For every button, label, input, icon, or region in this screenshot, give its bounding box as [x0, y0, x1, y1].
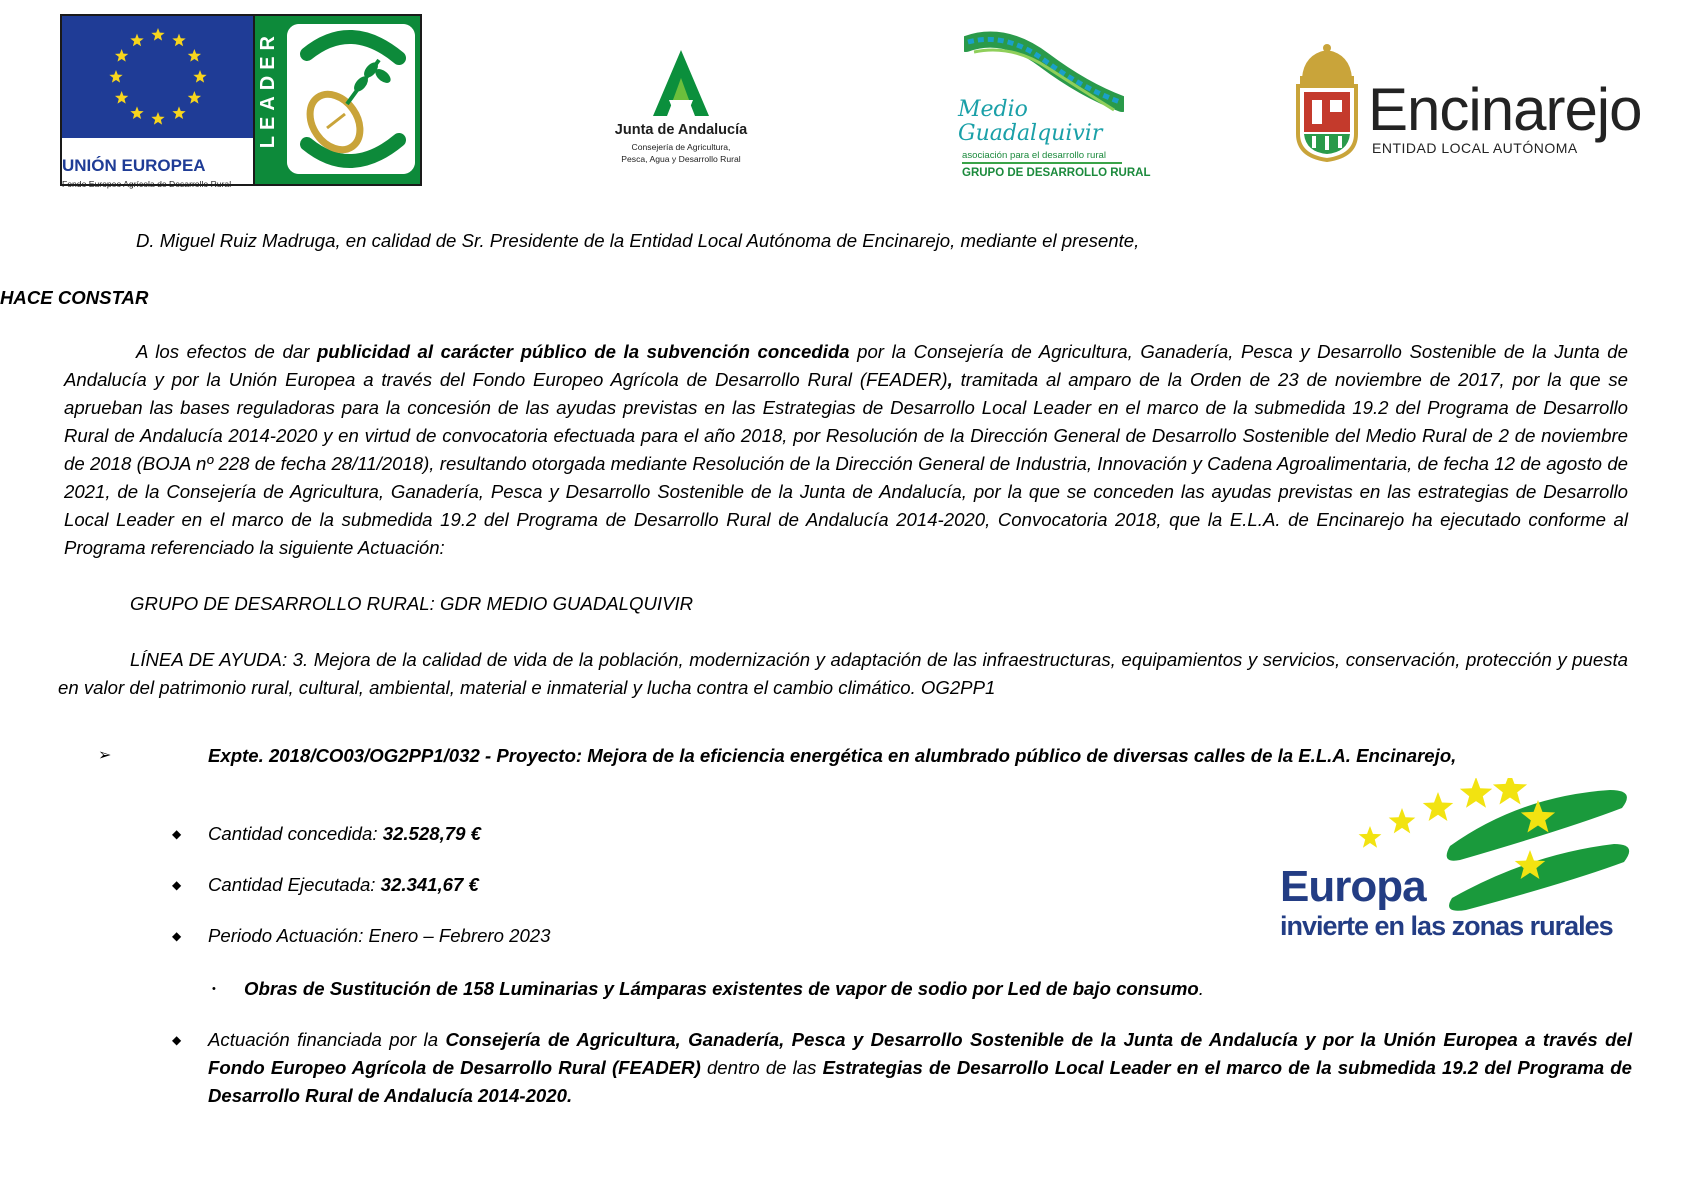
junta-andalucia-logo: [606, 48, 756, 168]
europa-star-icon: [1493, 778, 1527, 805]
obras-item: [212, 975, 1204, 1003]
leader-word: LEADER: [256, 30, 279, 149]
dot-bullet-icon: •: [212, 983, 216, 995]
main-rest: tramitada al amparo de la Orden de 23 de noviembre de 2017, por la que se aprueban las bases reguladoras para la concesión de las ayudas previstas en las Estrategias de Desarrollo Local Leader en el marco de la submedida 19.2 del Programa de Desarrollo Rural de Andalucía 2014-2020 y en virtud de convocatoria efectuada para el año 2018, por Resolución de la Dirección General de Desarrollo Sostenible del Medio Rural de 2 de noviembre de 2018 (BOJA nº 228 de fecha 28/11/2018), resultando otorgada mediante Resolución de la Dirección General de Industria, Innovación y Cadena Agroalimentaria, de fecha 12 de agosto de 2021, de la Consejería de Agricultura, Ganadería, Pesca y Desarrollo Sostenible de la Junta de Andalucía, por la que se conceden las ayudas previstas en las estrategias de Desarrollo Local Leader en el marco de la submedida 19.2 del Programa de Desarrollo Rural de Andalucía 2014-2020, Convocatoria 2018, que la E.L.A. de Encinarejo ha ejecutado conforme al Programa referenciado la siguiente Actuación:: [64, 369, 1628, 558]
obras-text: Obras de Sustitución de 158 Luminarias y Lámparas existentes de vapor de sodio por Led de bajo consumo: [244, 978, 1199, 999]
obras-end: .: [1198, 978, 1204, 999]
gdr-name-line2: Guadalquivir: [958, 121, 1103, 146]
cantidad-ejecutada: [172, 871, 479, 899]
main-pre: A los efectos de dar: [136, 341, 317, 362]
main-mid: por la Consejería de Agricultura, Ganadería, Pesca y Desarrollo Sostenible de la Junta de Andalucía y por la Unión Europea a través del Fondo Europeo Agrícola de Desarrollo Rural (FEADER): [64, 341, 1628, 390]
cantidad-ejecutada-value: 32.341,67 €: [380, 874, 479, 895]
europa-star-icon: [1389, 808, 1416, 833]
main-bold-comma: ,: [947, 369, 953, 390]
encinarejo-logo: [1290, 42, 1642, 162]
europa-invierte-logo: [1270, 778, 1640, 954]
europa-tagline: invierte en las zonas rurales: [1280, 911, 1613, 941]
financiacion-bold-entidades: Consejería de Agricultura, Ganadería, Pesca y Desarrollo Sostenible de la Junta de Andalucía y por la Unión Europea a través del Fondo Europeo Agrícola de Desarrollo Rural (FEADER): [208, 1029, 1632, 1078]
cantidad-concedida-label: Cantidad concedida:: [208, 823, 383, 844]
expediente-text: Expte. 2018/CO03/OG2PP1/032 - Proyecto: Mejora de la eficiencia energética en alumbrado público de diversas calles de la E.L.A. Encinarejo,: [208, 745, 1457, 766]
junta-subtitle-line1: Consejería de Agricultura,: [631, 142, 731, 152]
periodo-actuacion: [172, 922, 551, 950]
periodo-text: Periodo Actuación: Enero – Febrero 2023: [208, 925, 551, 946]
encinarejo-subtitle: ENTIDAD LOCAL AUTÓNOMA: [1372, 140, 1578, 156]
europa-word: Europa: [1280, 862, 1426, 911]
junta-name: Junta de Andalucía: [614, 122, 748, 138]
gdr-group: GRUPO DE DESARROLLO RURAL: [962, 167, 1151, 179]
gdr-tagline: asociación para el desarrollo rural: [962, 150, 1106, 161]
encinarejo-crest-icon: [1290, 42, 1364, 162]
main-bold-publicidad: publicidad al carácter público de la subvención concedida: [316, 341, 850, 362]
encinarejo-name: Encinarejo: [1368, 76, 1642, 143]
linea-de-ayuda: LÍNEA DE AYUDA: 3. Mejora de la calidad de vida de la población, modernización y adaptación de las infraestructuras, equipamientos y servicios, conservación, protección y puesta en valor del patrimonio rural, cultural, ambiental, material e inmaterial y lucha contra el cambio climático. OG2PP1: [58, 649, 1628, 698]
financiacion-bold-estrategias: Estrategias de Desarrollo Local Leader en el marco de la submedida 19.2 del Programa de Desarrollo Rural de Andalucía 2014-2020.: [208, 1057, 1632, 1106]
eu-logo-block: [62, 16, 253, 189]
financiacion-pre: Actuación financiada por la: [208, 1029, 446, 1050]
financiacion-mid: dentro de las: [700, 1057, 823, 1078]
junta-subtitle-line2: Pesca, Agua y Desarrollo Rural: [621, 154, 741, 164]
medio-guadalquivir-logo: [958, 30, 1151, 188]
arrow-bullet-icon: ➢: [98, 747, 112, 764]
diamond-bullet-icon: ◆: [172, 878, 182, 892]
cantidad-concedida-value: 32.528,79 €: [382, 823, 481, 844]
diamond-bullet-icon: ◆: [172, 1033, 182, 1047]
financiacion-item: [172, 1026, 1632, 1110]
europa-star-icon: [1460, 778, 1492, 808]
main-paragraph: [64, 338, 1628, 562]
eu-subtitle: Fondo Europeo Agrícola de Desarrollo Rural: [62, 179, 232, 189]
cantidad-ejecutada-label: Cantidad Ejecutada:: [208, 874, 381, 895]
hace-constar-heading: HACE CONSTAR: [0, 287, 149, 308]
diamond-bullet-icon: ◆: [172, 827, 182, 841]
diamond-bullet-icon: ◆: [172, 929, 182, 943]
gdr-name: [958, 98, 1102, 146]
intro-paragraph: D. Miguel Ruiz Madruga, en calidad de Sr. Presidente de la Entidad Local Autónoma de Encinarejo, mediante el presente,: [136, 230, 1140, 251]
cantidad-concedida: [172, 820, 481, 848]
junta-emblem-icon: [649, 48, 713, 118]
eu-leader-logo: [60, 14, 422, 189]
gdr-name-line1: Medio: [958, 97, 1028, 122]
gdr-line: GRUPO DE DESARROLLO RURAL: GDR MEDIO GUADALQUIVIR: [130, 593, 694, 614]
expediente-item: [98, 742, 1628, 770]
eu-flag-icon: [62, 16, 254, 138]
leader-logo: [253, 16, 420, 184]
leader-emblem-icon: [287, 24, 415, 174]
junta-subtitle: [606, 141, 756, 165]
europa-star-icon: [1359, 826, 1382, 848]
gdr-divider: [962, 162, 1122, 164]
europa-star-icon: [1423, 792, 1453, 821]
eu-title: UNIÓN EUROPEA: [62, 156, 206, 175]
